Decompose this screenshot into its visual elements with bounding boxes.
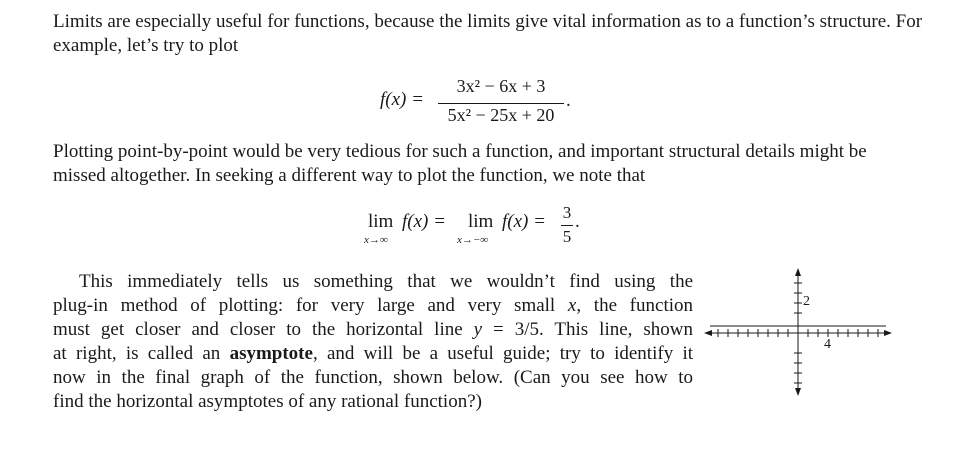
limit-fraction-denominator: 5 [562,227,572,246]
intro-paragraph: Limits are especially useful for functions, because the limits give vital information as to a function’s structure. For example, let’s try to plot [53,11,923,56]
y-axis-top-arrow [795,268,801,276]
asymptote-paragraph [53,270,693,414]
lim-operator-2: lim [468,211,494,232]
variable-x: x [567,295,577,316]
lim-subscript-1: x→∞ [364,234,388,246]
variable-y: y [473,319,483,340]
lim-operator-1: lim [368,211,394,232]
fraction-bar [438,103,564,104]
paragraph-line-2: plug-in method of plotting: for very large and very small x, the function [53,295,694,316]
paragraph-line-1: This immediately tells us something that we wouldn’t find using the [79,271,693,292]
lim-function-1: f(x) = [402,211,446,232]
y-tick-label: 2 [803,294,810,309]
asymptote-term: asymptote [229,343,313,364]
x-axis-right-arrow [884,330,892,336]
asymptote-axes-figure [700,268,900,400]
y-axis-bottom-arrow [795,388,801,396]
fraction-numerator: 3x² − 6x + 3 [456,76,546,96]
axes-svg [700,268,900,400]
x-tick-label: 4 [824,337,831,352]
paragraph-line-5: now in the final graph of the function, shown below. (Can you see how to [53,367,693,388]
x-axis-left-arrow [704,330,712,336]
limit-equation-period: . [575,211,580,232]
paragraph-line-3: must get closer and closer to the horizontal line y = 3/5. This line, shown [53,319,693,340]
limit-fraction-bar [561,225,573,226]
paragraph-line-6: find the horizontal asymptotes of any rational function?) [53,391,482,412]
lim-function-2: f(x) = [502,211,546,232]
second-paragraph: Plotting point-by-point would be very tedious for such a function, and important structural details might be missed altogether. In seeking a different way to plot the function, we note that [53,141,867,186]
limit-fraction-numerator: 3 [562,203,572,222]
fraction-denominator: 5x² − 25x + 20 [447,105,555,125]
paragraph-line-4: at right, is called an asymptote, and will be a useful guide; try to identify it [53,343,694,364]
function-lhs: f(x) = [380,89,424,110]
lim-subscript-2: x→−∞ [457,234,489,246]
equation-period: . [566,90,571,111]
